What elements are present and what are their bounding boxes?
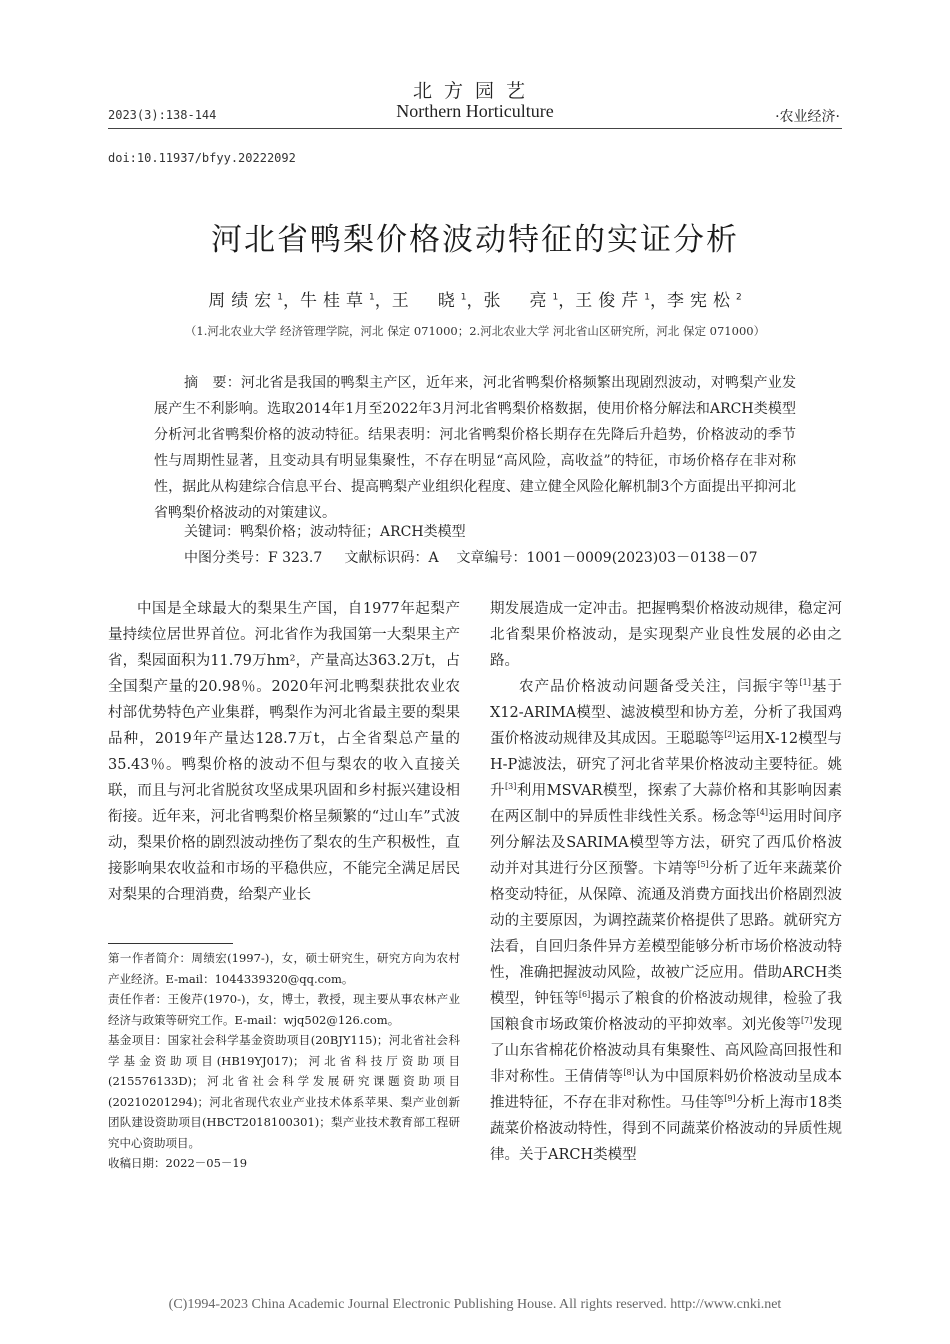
author-name: 李宪松 bbox=[666, 291, 736, 311]
affiliation: （1.河北农业大学 经济管理学院，河北 保定 071000；2.河北农业大学 河北省山区研究所，河北 保定 071000） bbox=[184, 324, 766, 338]
text-segment: 利用MSVAR模型，探索了大蒜价格和其影响因素在两区制中的异质性非线性关系。杨念等 bbox=[490, 783, 843, 825]
keywords-label: 关键词： bbox=[184, 524, 240, 540]
body-paragraph-refs bbox=[490, 674, 842, 1168]
issue-info: 2023(3):138-144 bbox=[108, 108, 217, 122]
citation-ref[interactable]: [9] bbox=[724, 1094, 736, 1104]
body-right-column bbox=[490, 596, 842, 1168]
author-list bbox=[0, 286, 950, 311]
body-left-column bbox=[108, 596, 460, 908]
author bbox=[484, 291, 559, 311]
body-paragraph: 期发展造成一定冲击。把握鸭梨价格波动规律，稳定河北省梨果价格波动，是实现梨产业良性发展的必由之路。 bbox=[490, 601, 842, 669]
clc-value: F 323.7 bbox=[268, 550, 323, 566]
author-name: 张 亮 bbox=[483, 291, 553, 311]
author-separator: ， bbox=[649, 291, 667, 311]
author bbox=[667, 291, 742, 311]
text-segment: 分析了近年来蔬菜价格变动特征，从保障、流通及消费方面找出价格剧烈波动的主要原因，为调控蔬菜价格提供了思路。就研究方法看，自回归条件异方差模型能够分析市场价格波动特性，准确把握波动风险，故被广泛应用。借助ARCH类模型，钟钰等 bbox=[490, 861, 843, 1007]
text-segment: 运用X-12模型与H-P滤波法，研究了河北省苹果价格波动主要特征。姚升 bbox=[490, 731, 843, 799]
section-label: ·农业经济· bbox=[775, 109, 840, 125]
text-segment: 分析上海市18类蔬菜价格波动特性，得到不同蔬菜价格波动的异质性规律。关于ARCH类模型 bbox=[490, 1095, 843, 1163]
author-separator: ， bbox=[466, 291, 484, 311]
doc-code-value: A bbox=[428, 550, 439, 566]
doc-code-label: 文献标识码： bbox=[344, 550, 429, 566]
author-name: 牛桂草 bbox=[300, 291, 370, 311]
author-separator: ， bbox=[558, 291, 576, 311]
author-affil-mark: 1 bbox=[460, 292, 467, 303]
clc-label: 中图分类号： bbox=[184, 550, 268, 566]
text-segment: 运用时间序列分解法及SARIMA模型等方法，研究了西瓜价格波动并对其进行分区预警。卞靖等 bbox=[490, 809, 843, 877]
first-author-note: 第一作者简介：周绩宏(1997-)，女，硕士研究生，研究方向为农村产业经济。E-mail：1044339320@qq.com。 bbox=[108, 951, 460, 986]
citation-ref[interactable]: [2] bbox=[724, 730, 736, 740]
author-affil-mark: 1 bbox=[644, 292, 650, 303]
header-rule bbox=[108, 128, 842, 129]
copyright-notice: (C)1994-2023 China Academic Journal Electronic Publishing House. All rights reserved. http://www.cnki.net bbox=[168, 1297, 782, 1312]
author-affil-mark: 1 bbox=[277, 292, 284, 303]
text-segment: 揭示了粮食的价格波动规律，检验了我国粮食市场政策价格波动的平抑效率。刘光俊等 bbox=[490, 991, 843, 1033]
article-number-label: 文章编号： bbox=[456, 550, 527, 566]
author-affil-mark: 1 bbox=[369, 292, 375, 303]
author-name: 周绩宏 bbox=[208, 291, 278, 311]
text-segment: 认为中国原料奶价格波动呈成本推进特征，不存在非对称性。马佳等 bbox=[490, 1069, 843, 1111]
abstract bbox=[154, 370, 796, 526]
author-name: 王俊芹 bbox=[575, 291, 645, 311]
author bbox=[208, 291, 283, 311]
author-separator: ， bbox=[283, 291, 301, 311]
journal-name-cn: 北方园艺 bbox=[412, 80, 537, 102]
keywords-text: 鸭梨价格；波动特征；ARCH类模型 bbox=[240, 524, 466, 540]
citation-ref[interactable]: [4] bbox=[756, 808, 768, 818]
author-name: 王 晓 bbox=[391, 291, 461, 311]
keywords bbox=[184, 521, 466, 541]
text-segment: 基于X12-ARIMA模型、滤波模型和协方差，分析了我国鸡蛋价格波动规律及其成因。王聪聪等 bbox=[490, 679, 843, 747]
footnotes bbox=[108, 948, 460, 1174]
citation-ref[interactable]: [1] bbox=[799, 678, 811, 688]
body-paragraph: 中国是全球最大的梨果生产国，自1977年起梨产量持续位居世界首位。河北省作为我国第一大梨果主产省，梨园面积为11.79万hm²，产量高达363.2万t，占全国梨产量的20.98％。2020年河北鸭梨获批农业农村部优势特色产业集群，鸭梨作为河北省最主要的梨果品种，2019年产量达128.7万t，占全省梨总产量的35.43％。鸭梨价格的波动不但与梨农的收入直接关联，而且与河北省脱贫攻坚成果巩固和乡村振兴建设相衔接。近年来，河北省鸭梨价格呈频繁的“过山车”式波动，梨果价格的剧烈波动挫伤了梨农的生产积极性，直接影响果农收益和市场的平稳供应，不能完全满足居民对梨果的合理消费，给梨产业长 bbox=[108, 601, 460, 903]
article-title: 河北省鸭梨价格波动特征的实证分析 bbox=[211, 222, 739, 258]
footnote-rule bbox=[108, 943, 233, 944]
abstract-label: 摘 要： bbox=[184, 375, 241, 391]
corresponding-author-note: 责任作者：王俊芹(1970-)，女，博士，教授，现主要从事农林产业经济与政策等研究工作。E-mail：wjq502@126.com。 bbox=[108, 992, 460, 1027]
text-segment: 发现了山东省棉花价格波动具有集聚性、高风险高回报性和非对称性。王倩倩等 bbox=[490, 1017, 843, 1085]
citation-ref[interactable]: [8] bbox=[623, 1068, 635, 1078]
doi[interactable]: doi:10.11937/bfyy.20222092 bbox=[108, 151, 296, 165]
funding-note: 基金项目：国家社会科学基金资助项目(20BJY115)；河北省社会科学基金资助项目(HB19YJ017)；河北省科技厅资助项目(215576133D)；河北省社会科学发展研究课题资助项目(20210201294)；河北省现代农业产业技术体系苹果、梨产业创新团队建设资助项目(HBCT2018100301)；梨产业技术教育部工程研究中心资助项目。 bbox=[108, 1033, 460, 1150]
citation-ref[interactable]: [7] bbox=[801, 1016, 813, 1026]
text-segment: 农产品价格波动问题备受关注，闫振宇等 bbox=[519, 679, 800, 695]
journal-name-en: Northern Horticulture bbox=[396, 101, 554, 121]
citation-ref[interactable]: [3] bbox=[504, 782, 517, 792]
article-number-value: 1001－0009(2023)03－0138－07 bbox=[526, 550, 758, 566]
citation-ref[interactable]: [6] bbox=[578, 990, 591, 1000]
author-affil-mark: 2 bbox=[735, 292, 742, 303]
author-separator: ， bbox=[374, 291, 392, 311]
citation-ref[interactable]: [5] bbox=[697, 860, 709, 870]
author bbox=[300, 291, 375, 311]
received-date: 收稿日期：2022－05－19 bbox=[108, 1156, 248, 1170]
author bbox=[575, 291, 650, 311]
classification bbox=[184, 547, 758, 567]
author-affil-mark: 1 bbox=[552, 292, 559, 303]
author bbox=[392, 291, 467, 311]
abstract-text: 河北省是我国的鸭梨主产区，近年来，河北省鸭梨价格频繁出现剧烈波动，对鸭梨产业发展产生不利影响。选取2014年1月至2022年3月河北省鸭梨价格数据，使用价格分解法和ARCH类模型分析河北省鸭梨价格的波动特征。结果表明：河北省鸭梨价格长期存在先降后升趋势，价格波动的季节性与周期性显著，且变动具有明显集聚性，不存在明显“高风险，高收益”的特征，市场价格存在非对称性，据此从构建综合信息平台、提高鸭梨产业组织化程度、建立健全风险化解机制3个方面提出平抑河北省鸭梨价格波动的对策建议。 bbox=[154, 375, 796, 521]
